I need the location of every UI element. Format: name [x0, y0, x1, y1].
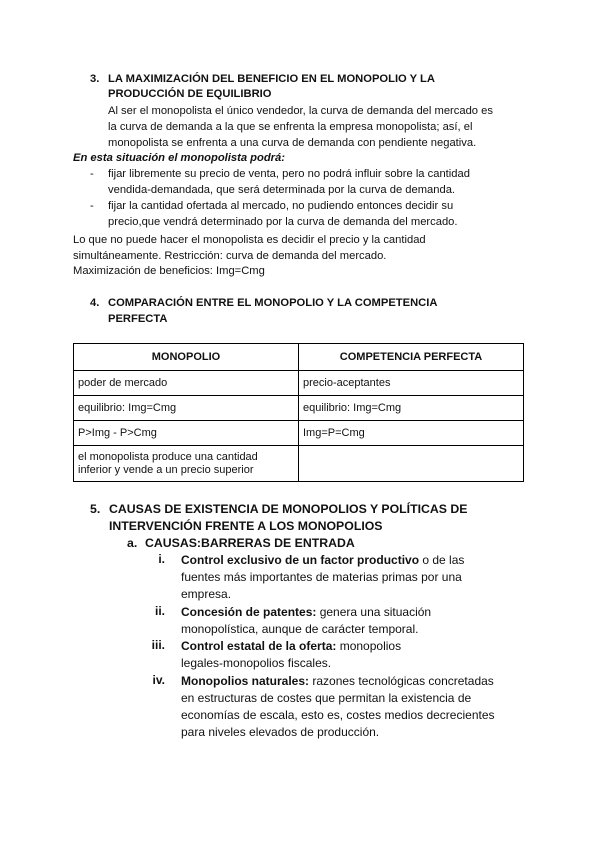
table-cell: [74, 446, 299, 482]
item-i-line2: fuentes más importantes de materias primas por una: [181, 570, 462, 584]
item-iv-rest: razones tecnológicas concretadas: [309, 674, 494, 688]
section5-number: 5.: [90, 502, 101, 516]
bullet-1-line2: vendida-demandada, que será determinada por la curva de demanda.: [108, 184, 456, 196]
section3-closing-line1: Lo que no puede hacer el monopolista es decidir el precio y la cantidad: [73, 234, 426, 246]
item-iii-bold: Control estatal de la oferta:: [181, 639, 337, 653]
comparison-table: [73, 343, 524, 482]
bullet-2-line1: fijar la cantidad ofertada al mercado, no pudiendo entonces decidir su: [108, 200, 454, 212]
table-cell: equilibrio: Img=Cmg: [299, 396, 524, 421]
section3-situation: En esta situación el monopolista podrá:: [73, 152, 285, 164]
table-cell-line1: el monopolista produce una cantidad: [78, 450, 258, 463]
item-ii-number: ii.: [154, 604, 165, 618]
item-i-rest: o de las: [419, 553, 465, 567]
bullet-2-line2: precio,que vendrá determinado por la curva de demanda del mercado.: [108, 216, 458, 228]
item-iii-number: iii.: [151, 638, 165, 652]
bullet-marker: -: [90, 200, 94, 212]
item-iv-line2: en estructuras de costes que permitan la existencia de: [181, 691, 472, 705]
bullet-1-line1: fijar libremente su precio de venta, pero no podrá influir sobre la cantidad: [108, 168, 470, 180]
table-cell: equilibrio: Img=Cmg: [74, 396, 299, 421]
table-row: [74, 371, 524, 396]
item-iii-line1: [181, 638, 401, 655]
item-iii-rest: monopolios: [336, 639, 402, 653]
bullet-marker: -: [90, 168, 94, 180]
table-cell: Img=P=Cmg: [299, 421, 524, 446]
section3-number: 3.: [90, 73, 100, 85]
section4-title-line2: PERFECTA: [108, 313, 168, 325]
item-ii-line1: [181, 604, 431, 621]
table-cell: precio-aceptantes: [299, 371, 524, 396]
table-row: [74, 446, 524, 482]
item-iv-line3: economías de escala, esto es, costes medios decrecientes: [181, 708, 495, 722]
section3-title-line1: LA MAXIMIZACIÓN DEL BENEFICIO EN EL MONOPOLIO Y LA: [108, 73, 435, 85]
section3-closing-line3: Maximización de beneficios: Img=Cmg: [73, 265, 265, 277]
subsection-a-number: a.: [127, 536, 138, 550]
table-header-competencia: COMPETENCIA PERFECTA: [299, 344, 524, 371]
item-ii-rest: genera una situación: [316, 605, 432, 619]
table-row: [74, 421, 524, 446]
section3-para-line1: Al ser el monopolista el único vendedor, la curva de demanda del mercado es: [108, 105, 493, 117]
table-row: [74, 396, 524, 421]
item-iv-line1: [181, 673, 494, 690]
table-header-row: [74, 344, 524, 371]
section3-title-line2: PRODUCCIÓN DE EQUILIBRIO: [108, 88, 272, 100]
item-iv-bold: Monopolios naturales:: [181, 674, 310, 688]
section3-closing-line2: simultáneamente. Restricción: curva de demanda del mercado.: [73, 250, 387, 262]
table-cell-empty: [299, 446, 524, 482]
item-i-bold: Control exclusivo de un factor productivo: [181, 553, 420, 567]
item-iii-line2: legales-monopolios fiscales.: [181, 656, 332, 670]
section4-title-line1: COMPARACIÓN ENTRE EL MONOPOLIO Y LA COMPETENCIA: [108, 297, 438, 309]
item-i-number: i.: [158, 552, 165, 566]
item-i-line1: [181, 552, 464, 569]
table-cell: poder de mercado: [74, 371, 299, 396]
section3-para-line2: la curva de demanda a la que se enfrenta la empresa monopolista; así, el: [108, 121, 473, 133]
section3-para-line3: monopolista se enfrenta a una curva de demanda con pendiente negativa.: [108, 137, 477, 149]
table-cell-line2: inferior y vende a un precio superior: [78, 463, 254, 476]
table-cell: P>Img - P>Cmg: [74, 421, 299, 446]
item-ii-line2: monopolística, aunque de carácter temporal.: [181, 622, 419, 636]
item-iv-line4: para niveles elevados de producción.: [181, 725, 380, 739]
section5-title-line2: INTERVENCIÓN FRENTE A LOS MONOPOLIOS: [109, 519, 383, 533]
table-header-monopolio: MONOPOLIO: [74, 344, 299, 371]
item-i-line3: empresa.: [181, 587, 232, 601]
item-ii-bold: Concesión de patentes:: [181, 605, 317, 619]
item-iv-number: iv.: [152, 673, 165, 687]
subsection-a-title: CAUSAS:BARRERAS DE ENTRADA: [145, 536, 355, 550]
section4-number: 4.: [90, 297, 100, 309]
section5-title-line1: CAUSAS DE EXISTENCIA DE MONOPOLIOS Y POLÍTICAS DE: [109, 502, 468, 516]
